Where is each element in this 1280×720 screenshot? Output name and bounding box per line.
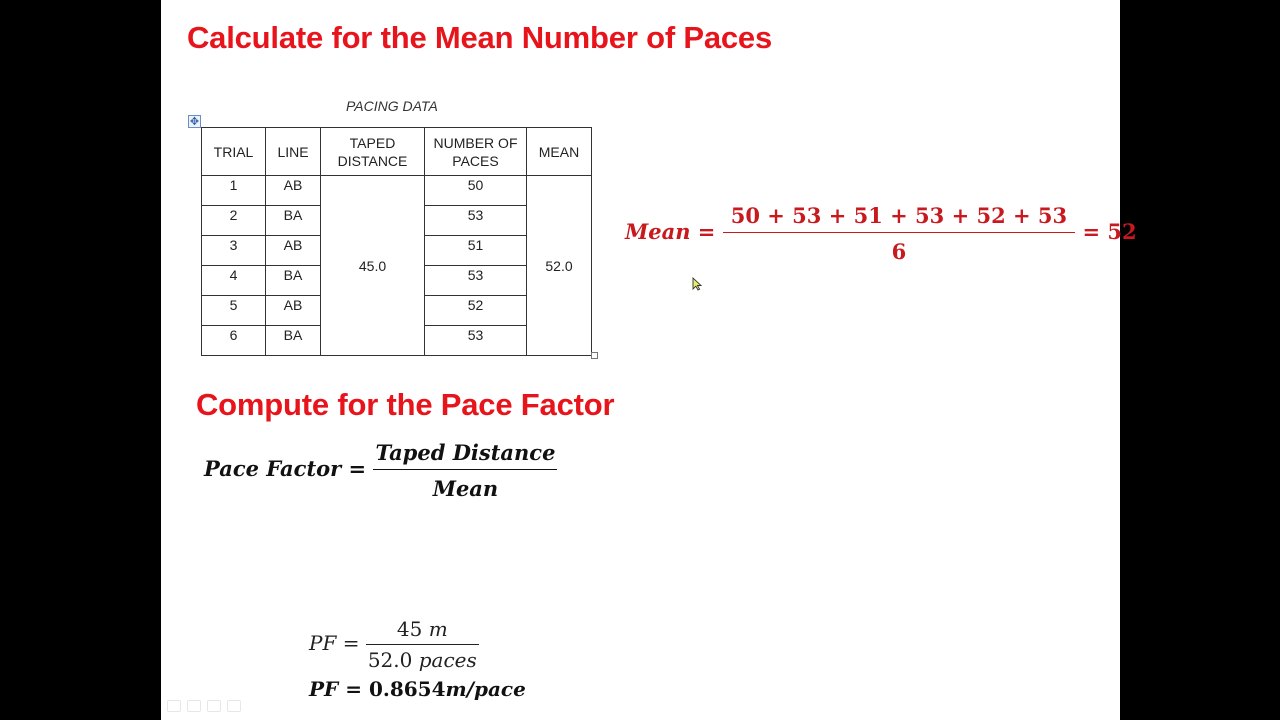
cell-line: AB xyxy=(266,236,321,266)
cell-trial: 1 xyxy=(202,176,266,206)
pf-denominator-unit: paces xyxy=(418,648,477,672)
pf-numerator-unit: m xyxy=(428,617,448,641)
mean-fraction xyxy=(723,203,1075,264)
cell-paces: 50 xyxy=(425,176,527,206)
equals-sign: = xyxy=(345,677,362,701)
heading-mean-paces: Calculate for the Mean Number of Paces xyxy=(187,20,773,55)
table-caption: PACING DATA xyxy=(346,98,438,114)
header-taped-distance: TAPED DISTANCE xyxy=(321,128,425,176)
pace-factor-lhs: Pace Factor xyxy=(204,456,342,481)
equals-sign: = xyxy=(348,456,367,481)
pf-denominator-value: 52.0 xyxy=(367,648,413,672)
pf-numerator xyxy=(366,617,479,645)
header-mean: MEAN xyxy=(527,128,592,176)
mean-result: 52 xyxy=(1107,219,1137,244)
pace-factor-calculation xyxy=(309,617,479,672)
table-move-icon[interactable]: ✥ xyxy=(189,115,200,128)
pacing-data-table xyxy=(201,127,592,356)
pace-factor-definition xyxy=(204,440,557,501)
pace-factor-fraction xyxy=(373,440,557,501)
cell-trial: 3 xyxy=(202,236,266,266)
cell-trial: 6 xyxy=(202,326,266,356)
cell-trial: 5 xyxy=(202,296,266,326)
heading-pace-factor: Compute for the Pace Factor xyxy=(196,387,615,422)
cell-line: BA xyxy=(266,266,321,296)
equals-sign: = xyxy=(697,219,716,244)
previous-slide-icon[interactable] xyxy=(167,700,181,712)
slideshow-toolbar xyxy=(167,700,241,712)
cell-line: BA xyxy=(266,206,321,236)
pf-fraction xyxy=(366,617,479,672)
cell-taped-distance: 45.0 xyxy=(321,176,425,356)
header-number-of-paces: NUMBER OF PACES xyxy=(425,128,527,176)
cell-paces: 53 xyxy=(425,266,527,296)
cell-mean: 52.0 xyxy=(527,176,592,356)
slide-menu-icon[interactable] xyxy=(207,700,221,712)
cell-paces: 51 xyxy=(425,236,527,266)
pf-denominator xyxy=(366,645,479,672)
equals-sign: = xyxy=(1082,219,1101,244)
pen-icon[interactable] xyxy=(187,700,201,712)
cell-line: AB xyxy=(266,296,321,326)
table-row xyxy=(202,176,592,206)
slide xyxy=(161,0,1137,720)
cell-paces: 53 xyxy=(425,326,527,356)
header-trial: TRIAL xyxy=(202,128,266,176)
mouse-pointer-icon xyxy=(692,277,702,291)
mean-equation xyxy=(625,203,1137,264)
header-line: LINE xyxy=(266,128,321,176)
pace-factor-denominator: Mean xyxy=(432,476,499,501)
cell-paces: 53 xyxy=(425,206,527,236)
cell-paces: 52 xyxy=(425,296,527,326)
pf-result-value: 0.8654 xyxy=(368,677,446,701)
pf-result-lhs: PF xyxy=(309,677,339,701)
next-slide-icon[interactable] xyxy=(227,700,241,712)
cell-line: BA xyxy=(266,326,321,356)
pf-numerator-value: 45 xyxy=(396,617,423,641)
equals-sign: = xyxy=(342,631,360,655)
mean-numerator: 50 + 53 + 51 + 53 + 52 + 53 xyxy=(723,203,1075,233)
cell-line: AB xyxy=(266,176,321,206)
pace-factor-result xyxy=(309,677,526,701)
cell-trial: 4 xyxy=(202,266,266,296)
mean-lhs: Mean xyxy=(625,219,691,244)
table-header-row xyxy=(202,128,592,176)
pace-factor-numerator: Taped Distance xyxy=(373,440,557,470)
cell-trial: 2 xyxy=(202,206,266,236)
mean-denominator: 6 xyxy=(891,239,907,264)
pf-result-unit: m/pace xyxy=(445,677,526,701)
pf-lhs: PF xyxy=(309,631,337,655)
table-resize-handle[interactable] xyxy=(591,352,598,359)
